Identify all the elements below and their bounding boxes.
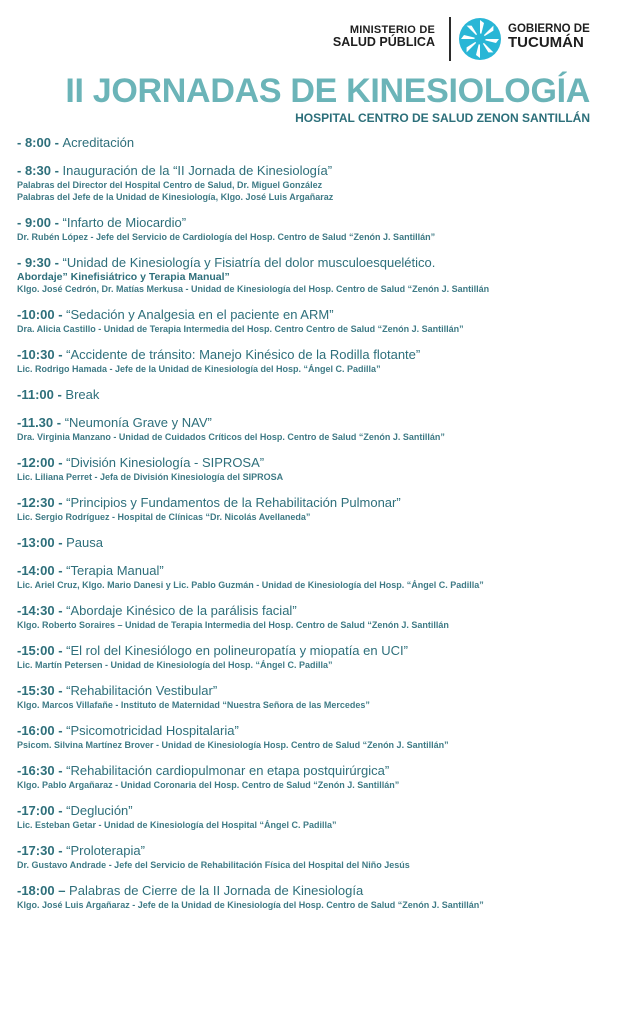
schedule-title: “Accidente de tránsito: Manejo Kinésico de la Rodilla flotante” [66,347,421,362]
schedule-time: -15:00 - [17,643,67,658]
schedule-time: - 9:30 - [17,255,63,270]
schedule-time: -14:00 - [17,563,67,578]
schedule-speaker: Klgo. Marcos Villafañe - Instituto de Maternidad “Nuestra Señora de las Mercedes” [17,700,370,710]
schedule-item [17,802,627,831]
schedule-item [17,386,627,403]
schedule-item-heading [17,254,627,271]
schedule-item [17,346,627,375]
schedule-title: “Rehabilitación cardiopulmonar en etapa postquirúrgica” [66,763,390,778]
schedule-item-heading [17,454,627,471]
schedule-item-heading [17,642,627,659]
schedule-time: -17:30 - [17,843,67,858]
schedule-time: -11:00 - [17,387,66,402]
schedule-item [17,414,627,443]
schedule-item-heading [17,802,627,819]
schedule-speaker: Klgo. Pablo Argañaraz - Unidad Coronaria del Hosp. Centro de Salud “Zenón J. Santillán” [17,780,400,790]
schedule-title: Palabras de Cierre de la II Jornada de Kinesiología [69,883,364,898]
schedule-item [17,682,627,711]
schedule-title: “El rol del Kinesiólogo en polineuropatía y miopatía en UCI” [66,643,408,658]
schedule-time: -10:00 - [17,307,67,322]
ministry-line-1: MINISTERIO DE [349,24,435,36]
schedule-item [17,454,627,483]
page-title: II JORNADAS DE KINESIOLOGÍA [65,72,590,110]
schedule-item [17,254,627,295]
schedule-title: “Terapia Manual” [66,563,164,578]
schedule-item-heading [17,562,627,579]
schedule-speaker: Lic. Rodrigo Hamada - Jefe de la Unidad de Kinesiología del Hosp. “Ángel C. Padilla” [17,364,381,374]
schedule-item [17,534,627,551]
schedule-speaker: Lic. Esteban Getar - Unidad de Kinesiología del Hospital “Ángel C. Padilla” [17,820,337,830]
schedule-title: “Deglución” [66,803,133,818]
schedule-title-continued: Abordaje” Kinefisiátrico y Terapia Manual” [17,271,230,283]
schedule-title: Pausa [66,535,104,550]
schedule-item-heading [17,306,627,323]
schedule-item-heading [17,722,627,739]
schedule-item-heading [17,762,627,779]
schedule-speaker: Klgo. José Cedrón, Dr. Matías Merkusa - Unidad de Kinesiología del Hosp. Centro de Salud “Zenón J. Santillán [17,284,490,294]
schedule-speaker: Lic. Sergio Rodríguez - Hospital de Clínicas “Dr. Nicolás Avellaneda” [17,512,311,522]
schedule-item-heading [17,214,627,231]
schedule-item-heading [17,534,627,551]
hospital-subtitle: HOSPITAL CENTRO DE SALUD ZENON SANTILLÁN [295,111,590,125]
schedule-item-heading [17,386,627,403]
schedule-time: -10:30 - [17,347,67,362]
schedule-speaker: Psicom. Silvina Martínez Brover - Unidad de Kinesiología Hosp. Centro de Salud “Zenón J. Santillán” [17,740,449,750]
schedule-time: -15:30 - [17,683,67,698]
schedule-item-heading [17,682,627,699]
schedule-item [17,214,627,243]
header [0,0,635,80]
schedule-item-heading [17,414,627,431]
schedule-time: -12:00 - [17,455,67,470]
schedule-item [17,882,627,911]
government-line-1: GOBIERNO DE [508,23,590,35]
schedule-title: Inauguración de la “II Jornada de Kinesiología” [62,163,333,178]
schedule-speaker: Dr. Gustavo Andrade - Jefe del Servicio de Rehabilitación Física del Hospital del Niño Jesús [17,860,410,870]
schedule-time: - 8:00 - [17,135,63,150]
header-divider [449,17,451,61]
schedule-title: “Neumonía Grave y NAV” [64,415,212,430]
government-logo-text [508,23,590,51]
schedule-title: “División Kinesiología - SIPROSA” [66,455,265,470]
schedule-title: “Principios y Fundamentos de la Rehabilitación Pulmonar” [66,495,401,510]
schedule-title: “Rehabilitación Vestibular” [66,683,218,698]
schedule-speaker: Lic. Martín Petersen - Unidad de Kinesiología del Hosp. “Ángel C. Padilla” [17,660,333,670]
schedule-item [17,306,627,335]
schedule-title: “Abordaje Kinésico de la parálisis facial” [66,603,297,618]
schedule-time: -17:00 - [17,803,67,818]
ministry-logo-text [333,24,435,50]
schedule-item-heading [17,494,627,511]
schedule-item [17,722,627,751]
schedule-speaker: Dr. Rubén López - Jefe del Servicio de Cardiología del Hosp. Centro de Salud “Zenón J. Santillán” [17,232,436,242]
schedule-item [17,134,627,151]
schedule-time: -12:30 - [17,495,67,510]
schedule-speaker: Dra. Virginia Manzano - Unidad de Cuidados Críticos del Hosp. Centro de Salud “Zenón J. Santillán” [17,432,445,442]
schedule-item-heading [17,346,627,363]
schedule-time: -13:00 - [17,535,67,550]
schedule-item-heading [17,162,627,179]
schedule-time: -11.30 - [17,415,65,430]
ministry-line-2: SALUD PÚBLICA [332,35,435,50]
government-line-2: TUCUMÁN [508,34,584,52]
schedule-item-heading [17,134,627,151]
tucuman-sun-logo-icon [458,17,502,61]
schedule-item-heading [17,882,627,899]
schedule-item [17,642,627,671]
schedule-time: -14:30 - [17,603,67,618]
schedule-item [17,842,627,871]
schedule-speaker: Palabras del Director del Hospital Centro de Salud, Dr. Miguel González [17,180,323,190]
schedule-item [17,762,627,791]
schedule-speaker: Klgo. José Luis Argañaraz - Jefe de la Unidad de Kinesiología del Hosp. Centro de Salud “Zenón J. Santillán” [17,900,484,910]
schedule-item-heading [17,602,627,619]
schedule-time: -18:00 – [17,883,70,898]
schedule-title: “Infarto de Miocardio” [62,215,187,230]
schedule-title: “Psicomotricidad Hospitalaria” [66,723,239,738]
schedule-item [17,162,627,203]
schedule-speaker: Palabras del Jefe de la Unidad de Kinesiología, Klgo. José Luis Argañaraz [17,192,334,202]
schedule-item-heading [17,842,627,859]
schedule-title: “Proloterapia” [66,843,145,858]
schedule-speaker: Klgo. Roberto Soraires – Unidad de Terapia Intermedia del Hosp. Centro de Salud “Zenón J. Santillán [17,620,449,630]
schedule-item [17,494,627,523]
schedule-time: - 8:30 - [17,163,63,178]
schedule-title: “Unidad de Kinesiología y Fisiatría del dolor musculoesquelético. [62,255,436,270]
schedule-time: -16:30 - [17,763,67,778]
schedule-time: - 9:00 - [17,215,63,230]
schedule-title: Break [65,387,100,402]
schedule-speaker: Dra. Alicia Castillo - Unidad de Terapia Intermedia del Hosp. Centro Centro de Salud “Zenón J. Santillán” [17,324,464,334]
schedule-title: Acreditación [62,135,135,150]
schedule-list [17,134,627,922]
schedule-speaker: Lic. Liliana Perret - Jefa de División Kinesiología del SIPROSA [17,472,284,482]
schedule-item [17,562,627,591]
schedule-speaker: Lic. Ariel Cruz, Klgo. Mario Danesi y Lic. Pablo Guzmán - Unidad de Kinesiología del Hosp. “Ángel C. Padilla” [17,580,484,590]
schedule-item [17,602,627,631]
schedule-time: -16:00 - [17,723,67,738]
schedule-title: “Sedación y Analgesia en el paciente en ARM” [66,307,334,322]
